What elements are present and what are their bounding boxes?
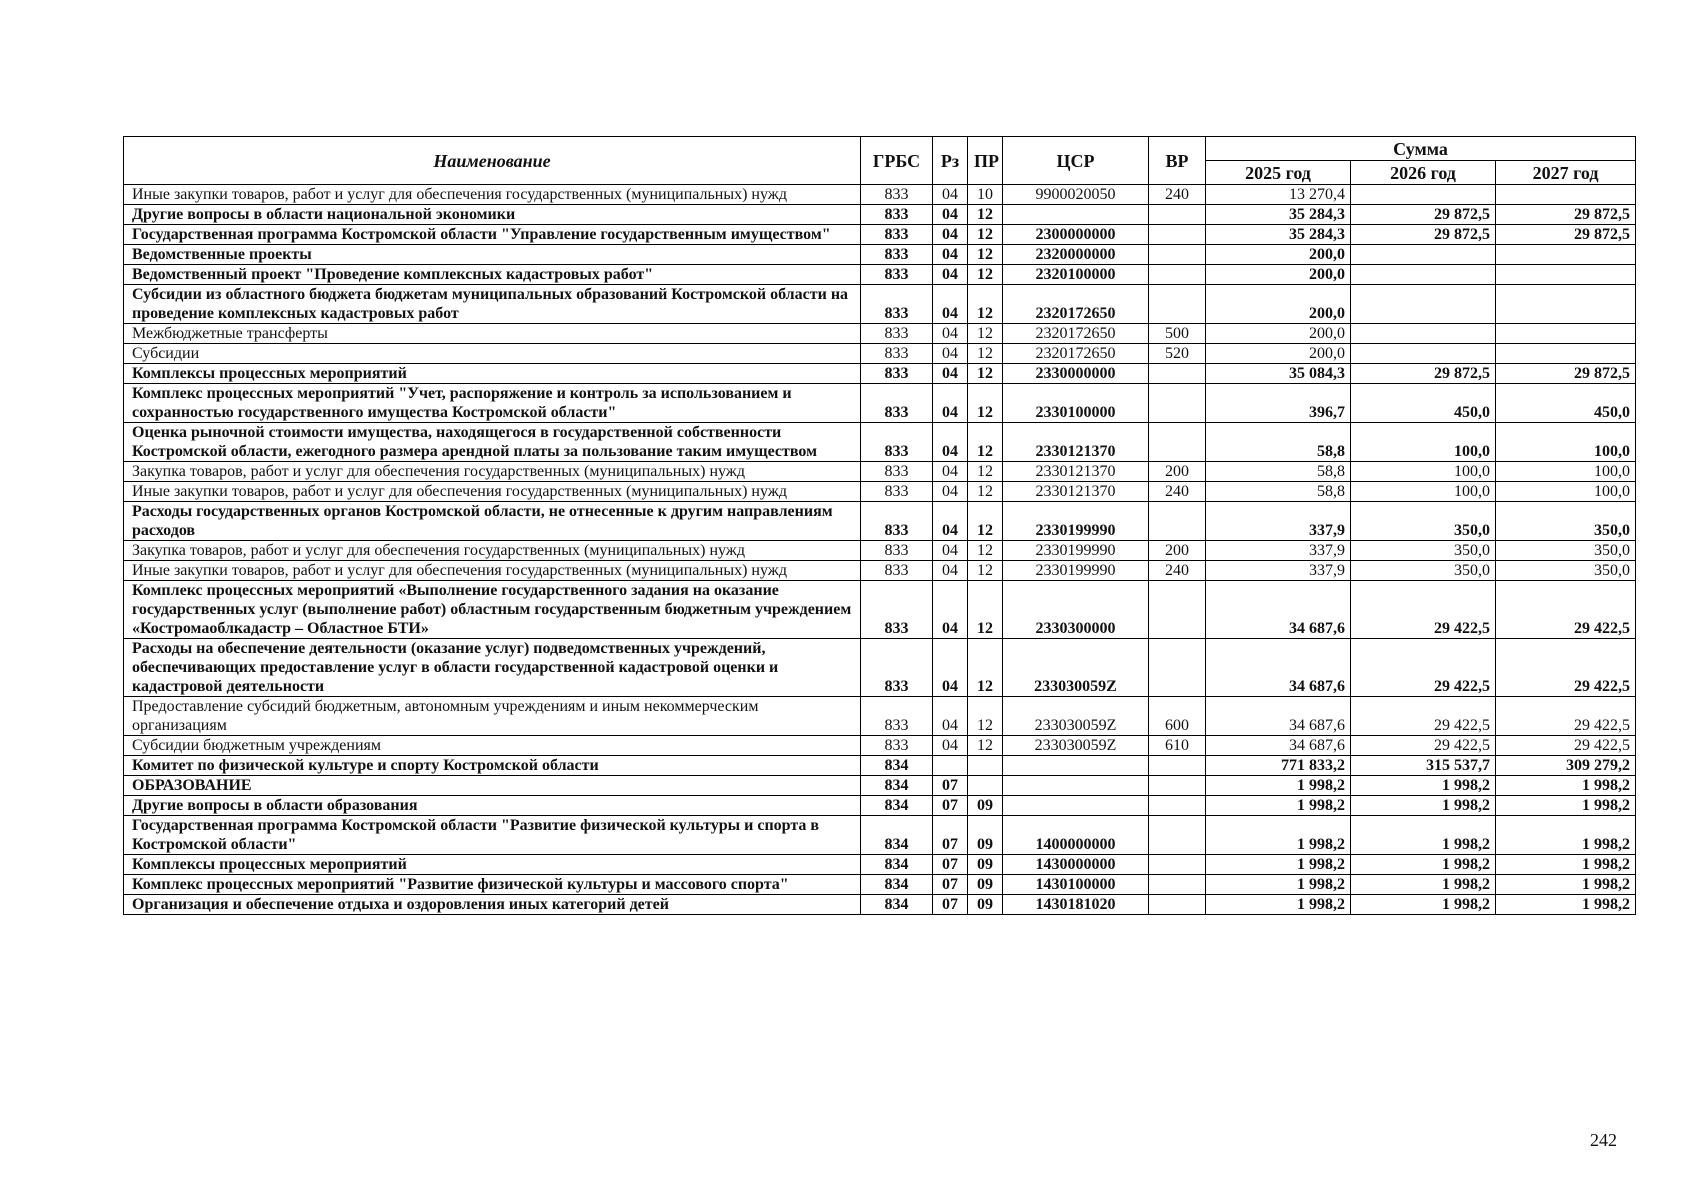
row-csr: 2330000000: [1003, 364, 1149, 384]
row-sum-2026: 450,0: [1351, 384, 1496, 423]
row-sum-2026: [1351, 245, 1496, 265]
row-rz: 04: [933, 324, 968, 344]
row-pr: 12: [968, 285, 1003, 324]
table-row: [124, 364, 1636, 384]
row-csr: [1003, 205, 1149, 225]
row-sum-2025: 1 998,2: [1206, 816, 1351, 855]
header-pr: ПР: [968, 137, 1003, 185]
row-sum-2027: 29 872,5: [1496, 205, 1636, 225]
row-csr: 1430100000: [1003, 875, 1149, 895]
header-year-2027: 2027 год: [1496, 161, 1636, 185]
row-sum-2027: 29 422,5: [1496, 581, 1636, 639]
row-pr: 12: [968, 364, 1003, 384]
row-sum-2026: 29 422,5: [1351, 697, 1496, 736]
row-vr: [1149, 245, 1206, 265]
row-csr: 1430181020: [1003, 895, 1149, 915]
row-sum-2026: 29 422,5: [1351, 639, 1496, 697]
row-sum-2025: 771 833,2: [1206, 756, 1351, 776]
row-csr: 2330121370: [1003, 462, 1149, 482]
row-rz: 04: [933, 423, 968, 462]
row-pr: 12: [968, 205, 1003, 225]
row-sum-2026: [1351, 265, 1496, 285]
row-vr: 600: [1149, 697, 1206, 736]
row-name: Другие вопросы в области образования: [124, 796, 861, 816]
row-sum-2026: 29 422,5: [1351, 581, 1496, 639]
page-number: 242: [1590, 1130, 1617, 1150]
row-name: Комплексы процессных мероприятий: [124, 855, 861, 875]
table-row: [124, 384, 1636, 423]
row-sum-2026: 350,0: [1351, 502, 1496, 541]
row-pr: 12: [968, 639, 1003, 697]
row-rz: 04: [933, 561, 968, 581]
row-csr: [1003, 796, 1149, 816]
row-vr: 240: [1149, 482, 1206, 502]
row-sum-2026: 29 872,5: [1351, 205, 1496, 225]
row-sum-2027: [1496, 324, 1636, 344]
table-row: [124, 875, 1636, 895]
row-csr: [1003, 776, 1149, 796]
row-vr: [1149, 205, 1206, 225]
row-name: Оценка рыночной стоимости имущества, находящегося в государственной собственности Костромской области, ежегодного размера арендной платы за пользование таким имуществом: [124, 423, 861, 462]
header-grbs: ГРБС: [861, 137, 933, 185]
row-vr: [1149, 384, 1206, 423]
row-name: Организация и обеспечение отдыха и оздоровления иных категорий детей: [124, 895, 861, 915]
row-sum-2026: 100,0: [1351, 482, 1496, 502]
row-sum-2025: 35 284,3: [1206, 205, 1351, 225]
row-sum-2025: 1 998,2: [1206, 895, 1351, 915]
row-sum-2027: 100,0: [1496, 423, 1636, 462]
row-sum-2027: [1496, 265, 1636, 285]
table-row: [124, 541, 1636, 561]
row-sum-2025: 34 687,6: [1206, 736, 1351, 756]
row-name: Комплекс процессных мероприятий "Развитие физической культуры и массового спорта": [124, 875, 861, 895]
row-sum-2027: 29 422,5: [1496, 639, 1636, 697]
row-pr: 09: [968, 875, 1003, 895]
row-name: Расходы государственных органов Костромской области, не отнесенные к другим направлениям расходов: [124, 502, 861, 541]
table-row: [124, 561, 1636, 581]
row-sum-2027: 1 998,2: [1496, 855, 1636, 875]
row-grbs: 833: [861, 697, 933, 736]
row-sum-2027: 1 998,2: [1496, 796, 1636, 816]
row-name: Комплексы процессных мероприятий: [124, 364, 861, 384]
table-row: [124, 344, 1636, 364]
row-vr: 240: [1149, 561, 1206, 581]
row-sum-2025: 34 687,6: [1206, 697, 1351, 736]
row-csr: [1003, 756, 1149, 776]
row-rz: 04: [933, 245, 968, 265]
row-pr: 09: [968, 816, 1003, 855]
row-sum-2026: 1 998,2: [1351, 816, 1496, 855]
row-grbs: 833: [861, 225, 933, 245]
row-sum-2025: 1 998,2: [1206, 776, 1351, 796]
row-name: Межбюджетные трансферты: [124, 324, 861, 344]
row-grbs: 833: [861, 541, 933, 561]
row-sum-2026: 315 537,7: [1351, 756, 1496, 776]
row-name: Расходы на обеспечение деятельности (оказание услуг) подведомственных учреждений, обеспечивающих предоставление услуг в области государственной кадастровой оценки и кадастровой деятельности: [124, 639, 861, 697]
row-vr: [1149, 502, 1206, 541]
row-rz: 07: [933, 776, 968, 796]
row-grbs: 833: [861, 384, 933, 423]
row-sum-2025: 58,8: [1206, 423, 1351, 462]
row-rz: [933, 756, 968, 776]
row-csr: 2330121370: [1003, 482, 1149, 502]
row-csr: 2320000000: [1003, 245, 1149, 265]
row-grbs: 833: [861, 502, 933, 541]
row-sum-2027: 100,0: [1496, 462, 1636, 482]
row-pr: 12: [968, 423, 1003, 462]
row-pr: 12: [968, 265, 1003, 285]
header-rz: Рз: [933, 137, 968, 185]
row-vr: [1149, 875, 1206, 895]
row-sum-2027: 29 872,5: [1496, 364, 1636, 384]
row-rz: 07: [933, 895, 968, 915]
table-row: [124, 697, 1636, 736]
row-sum-2025: 58,8: [1206, 482, 1351, 502]
row-rz: 07: [933, 855, 968, 875]
row-grbs: 833: [861, 324, 933, 344]
row-name: Комплекс процессных мероприятий «Выполнение государственного задания на оказание государственных услуг (выполнение работ) областным государственным бюджетным учреждением «Костромаоблкадастр – Областное БТИ»: [124, 581, 861, 639]
header-year-2025: 2025 год: [1206, 161, 1351, 185]
row-sum-2025: 1 998,2: [1206, 855, 1351, 875]
header-name: Наименование: [124, 137, 861, 185]
row-rz: 04: [933, 736, 968, 756]
row-sum-2025: 337,9: [1206, 502, 1351, 541]
row-vr: 610: [1149, 736, 1206, 756]
row-sum-2027: 100,0: [1496, 482, 1636, 502]
row-csr: 2300000000: [1003, 225, 1149, 245]
row-csr: 1400000000: [1003, 816, 1149, 855]
row-grbs: 833: [861, 482, 933, 502]
row-csr: 233030059Z: [1003, 697, 1149, 736]
row-sum-2025: 200,0: [1206, 245, 1351, 265]
row-sum-2027: 1 998,2: [1496, 816, 1636, 855]
row-pr: 12: [968, 344, 1003, 364]
row-sum-2026: [1351, 185, 1496, 205]
table-row: [124, 225, 1636, 245]
row-sum-2025: 200,0: [1206, 344, 1351, 364]
row-grbs: 833: [861, 639, 933, 697]
row-sum-2027: 29 422,5: [1496, 697, 1636, 736]
budget-table: [123, 136, 1636, 915]
row-grbs: 833: [861, 185, 933, 205]
row-vr: [1149, 756, 1206, 776]
table-row: [124, 265, 1636, 285]
row-rz: 04: [933, 265, 968, 285]
row-pr: 12: [968, 736, 1003, 756]
row-csr: 2320172650: [1003, 344, 1149, 364]
row-pr: [968, 756, 1003, 776]
row-sum-2025: 13 270,4: [1206, 185, 1351, 205]
table-row: [124, 776, 1636, 796]
row-sum-2027: 350,0: [1496, 561, 1636, 581]
row-csr: 233030059Z: [1003, 639, 1149, 697]
row-sum-2027: 350,0: [1496, 541, 1636, 561]
row-vr: [1149, 796, 1206, 816]
row-rz: 04: [933, 462, 968, 482]
row-sum-2026: 29 422,5: [1351, 736, 1496, 756]
row-name: ОБРАЗОВАНИЕ: [124, 776, 861, 796]
row-grbs: 833: [861, 736, 933, 756]
row-pr: 12: [968, 697, 1003, 736]
row-grbs: 833: [861, 285, 933, 324]
row-sum-2027: 29 422,5: [1496, 736, 1636, 756]
row-sum-2026: 29 872,5: [1351, 364, 1496, 384]
row-name: Ведомственные проекты: [124, 245, 861, 265]
table-row: [124, 482, 1636, 502]
row-grbs: 833: [861, 205, 933, 225]
row-rz: 04: [933, 364, 968, 384]
row-sum-2027: 1 998,2: [1496, 776, 1636, 796]
row-name: Субсидии из областного бюджета бюджетам муниципальных образований Костромской области на проведение комплексных кадастровых работ: [124, 285, 861, 324]
row-sum-2026: 1 998,2: [1351, 875, 1496, 895]
header-csr: ЦСР: [1003, 137, 1149, 185]
row-csr: 2330300000: [1003, 581, 1149, 639]
header-row-top: [124, 137, 1636, 161]
row-name: Иные закупки товаров, работ и услуг для обеспечения государственных (муниципальных) нужд: [124, 185, 861, 205]
row-pr: 12: [968, 482, 1003, 502]
row-pr: [968, 776, 1003, 796]
row-pr: 09: [968, 855, 1003, 875]
row-sum-2025: 34 687,6: [1206, 581, 1351, 639]
row-vr: [1149, 581, 1206, 639]
row-pr: 12: [968, 225, 1003, 245]
row-sum-2026: [1351, 285, 1496, 324]
row-sum-2026: 100,0: [1351, 423, 1496, 462]
row-sum-2025: 337,9: [1206, 561, 1351, 581]
row-vr: [1149, 639, 1206, 697]
row-vr: [1149, 895, 1206, 915]
row-name: Комплекс процессных мероприятий "Учет, распоряжение и контроль за использованием и сохранностью государственного имущества Костромской области": [124, 384, 861, 423]
row-sum-2026: 29 872,5: [1351, 225, 1496, 245]
row-sum-2025: 200,0: [1206, 324, 1351, 344]
table-row: [124, 423, 1636, 462]
table-row: [124, 205, 1636, 225]
row-name: Субсидии: [124, 344, 861, 364]
row-sum-2025: 396,7: [1206, 384, 1351, 423]
table-row: [124, 245, 1636, 265]
row-csr: 2330100000: [1003, 384, 1149, 423]
row-rz: 04: [933, 285, 968, 324]
table-row: [124, 639, 1636, 697]
row-pr: 12: [968, 581, 1003, 639]
row-sum-2027: 309 279,2: [1496, 756, 1636, 776]
row-vr: [1149, 423, 1206, 462]
row-rz: 04: [933, 541, 968, 561]
row-grbs: 834: [861, 756, 933, 776]
row-pr: 12: [968, 324, 1003, 344]
row-rz: 04: [933, 639, 968, 697]
row-pr: 12: [968, 245, 1003, 265]
row-rz: 04: [933, 384, 968, 423]
row-name: Другие вопросы в области национальной экономики: [124, 205, 861, 225]
row-sum-2025: 34 687,6: [1206, 639, 1351, 697]
row-rz: 07: [933, 796, 968, 816]
row-vr: [1149, 364, 1206, 384]
row-sum-2026: [1351, 324, 1496, 344]
row-csr: 2330199990: [1003, 502, 1149, 541]
row-pr: 12: [968, 502, 1003, 541]
row-name: Иные закупки товаров, работ и услуг для обеспечения государственных (муниципальных) нужд: [124, 482, 861, 502]
row-csr: 2320172650: [1003, 324, 1149, 344]
table-row: [124, 185, 1636, 205]
row-sum-2026: 350,0: [1351, 561, 1496, 581]
row-sum-2027: [1496, 344, 1636, 364]
row-sum-2025: 58,8: [1206, 462, 1351, 482]
row-name: Закупка товаров, работ и услуг для обеспечения государственных (муниципальных) нужд: [124, 541, 861, 561]
row-vr: 500: [1149, 324, 1206, 344]
row-vr: 200: [1149, 462, 1206, 482]
row-vr: [1149, 855, 1206, 875]
row-rz: 04: [933, 482, 968, 502]
row-pr: 12: [968, 561, 1003, 581]
row-sum-2025: 200,0: [1206, 285, 1351, 324]
row-vr: [1149, 225, 1206, 245]
table-row: [124, 756, 1636, 776]
row-grbs: 833: [861, 245, 933, 265]
row-grbs: 833: [861, 364, 933, 384]
row-grbs: 834: [861, 816, 933, 855]
row-sum-2025: 1 998,2: [1206, 875, 1351, 895]
row-grbs: 834: [861, 875, 933, 895]
row-csr: 2320172650: [1003, 285, 1149, 324]
row-csr: 9900020050: [1003, 185, 1149, 205]
row-sum-2026: 1 998,2: [1351, 895, 1496, 915]
row-name: Комитет по физической культуре и спорту Костромской области: [124, 756, 861, 776]
row-csr: 1430000000: [1003, 855, 1149, 875]
row-sum-2025: 35 284,3: [1206, 225, 1351, 245]
table-row: [124, 796, 1636, 816]
row-vr: [1149, 265, 1206, 285]
table-body: [124, 185, 1636, 915]
table-row: [124, 895, 1636, 915]
row-name: Ведомственный проект "Проведение комплексных кадастровых работ": [124, 265, 861, 285]
row-rz: 04: [933, 205, 968, 225]
row-sum-2026: 350,0: [1351, 541, 1496, 561]
row-sum-2027: 350,0: [1496, 502, 1636, 541]
row-sum-2027: [1496, 185, 1636, 205]
header-year-2026: 2026 год: [1351, 161, 1496, 185]
row-rz: 07: [933, 875, 968, 895]
row-sum-2027: [1496, 245, 1636, 265]
row-pr: 12: [968, 541, 1003, 561]
row-name: Иные закупки товаров, работ и услуг для обеспечения государственных (муниципальных) нужд: [124, 561, 861, 581]
row-grbs: 833: [861, 581, 933, 639]
row-pr: 12: [968, 462, 1003, 482]
row-sum-2025: 35 084,3: [1206, 364, 1351, 384]
row-sum-2026: 1 998,2: [1351, 776, 1496, 796]
table-row: [124, 736, 1636, 756]
row-csr: 233030059Z: [1003, 736, 1149, 756]
row-sum-2025: 200,0: [1206, 265, 1351, 285]
row-grbs: 833: [861, 344, 933, 364]
row-sum-2026: 100,0: [1351, 462, 1496, 482]
row-name: Государственная программа Костромской области "Развитие физической культуры и спорта в Костромской области": [124, 816, 861, 855]
header-vr: ВР: [1149, 137, 1206, 185]
row-grbs: 833: [861, 265, 933, 285]
row-vr: 520: [1149, 344, 1206, 364]
table-row: [124, 816, 1636, 855]
row-name: Закупка товаров, работ и услуг для обеспечения государственных (муниципальных) нужд: [124, 462, 861, 482]
row-rz: 07: [933, 816, 968, 855]
row-grbs: 833: [861, 462, 933, 482]
row-grbs: 834: [861, 796, 933, 816]
row-sum-2026: 1 998,2: [1351, 796, 1496, 816]
row-grbs: 834: [861, 776, 933, 796]
row-sum-2027: 29 872,5: [1496, 225, 1636, 245]
row-vr: 240: [1149, 185, 1206, 205]
row-rz: 04: [933, 185, 968, 205]
row-name: Предоставление субсидий бюджетным, автономным учреждениям и иным некоммерческим организациям: [124, 697, 861, 736]
row-name: Государственная программа Костромской области "Управление государственным имуществом": [124, 225, 861, 245]
row-sum-2026: [1351, 344, 1496, 364]
table-row: [124, 324, 1636, 344]
row-vr: [1149, 776, 1206, 796]
row-csr: 2330199990: [1003, 541, 1149, 561]
row-name: Субсидии бюджетным учреждениям: [124, 736, 861, 756]
row-vr: [1149, 285, 1206, 324]
row-sum-2025: 337,9: [1206, 541, 1351, 561]
row-sum-2026: 1 998,2: [1351, 855, 1496, 875]
row-pr: 09: [968, 895, 1003, 915]
row-rz: 04: [933, 697, 968, 736]
row-sum-2027: 1 998,2: [1496, 895, 1636, 915]
table-row: [124, 462, 1636, 482]
row-csr: 2330121370: [1003, 423, 1149, 462]
row-sum-2027: 450,0: [1496, 384, 1636, 423]
header-sum: Сумма: [1206, 137, 1636, 161]
row-rz: 04: [933, 225, 968, 245]
table-row: [124, 855, 1636, 875]
row-grbs: 833: [861, 561, 933, 581]
row-sum-2027: [1496, 285, 1636, 324]
row-pr: 10: [968, 185, 1003, 205]
row-grbs: 833: [861, 423, 933, 462]
row-rz: 04: [933, 344, 968, 364]
row-vr: [1149, 816, 1206, 855]
table-row: [124, 285, 1636, 324]
row-sum-2025: 1 998,2: [1206, 796, 1351, 816]
row-grbs: 834: [861, 855, 933, 875]
row-pr: 09: [968, 796, 1003, 816]
row-csr: 2330199990: [1003, 561, 1149, 581]
row-vr: 200: [1149, 541, 1206, 561]
row-grbs: 834: [861, 895, 933, 915]
table-row: [124, 581, 1636, 639]
table-row: [124, 502, 1636, 541]
row-sum-2027: 1 998,2: [1496, 875, 1636, 895]
row-rz: 04: [933, 581, 968, 639]
row-csr: 2320100000: [1003, 265, 1149, 285]
row-rz: 04: [933, 502, 968, 541]
row-pr: 12: [968, 384, 1003, 423]
